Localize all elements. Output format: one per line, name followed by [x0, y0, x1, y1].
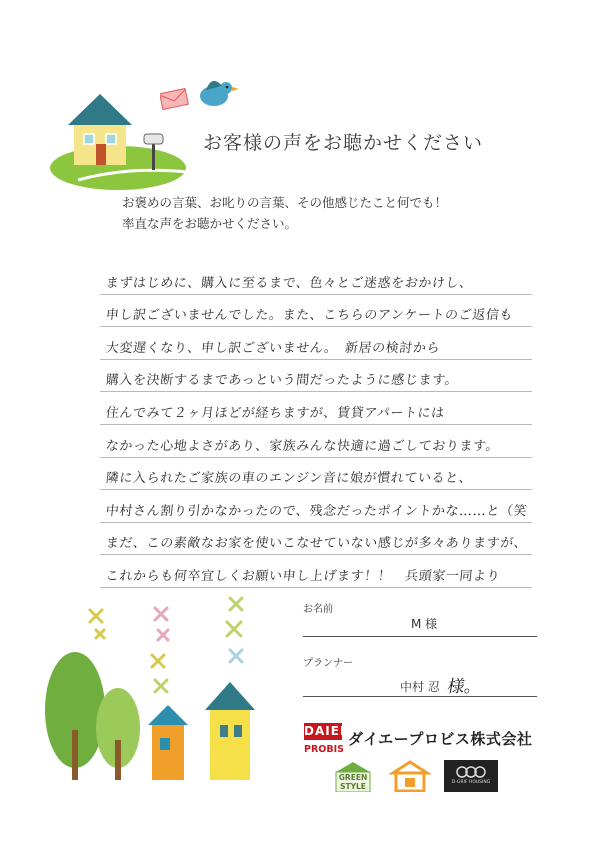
message-line: まずはじめに、購入に至るまで、色々とご迷惑をおかけし、	[105, 275, 474, 291]
house-teal-roof	[205, 682, 255, 710]
name-underline	[303, 636, 537, 637]
house-roof	[68, 94, 132, 125]
house-door	[96, 144, 106, 165]
message-row	[100, 295, 532, 328]
planner-underline	[303, 696, 537, 697]
message-row	[100, 490, 532, 523]
company-logo	[304, 723, 346, 759]
page-title: お客様の声をお聴かせください	[203, 132, 484, 154]
company-name: ダイエープロビス株式会社	[348, 730, 533, 748]
dgrif-mark-icon	[444, 762, 498, 782]
name-label: お名前	[303, 604, 333, 615]
brand-green-line2: STYLE	[340, 782, 366, 791]
message-line: まだ、この素敵なお家を使いこなせていない感じが多々ありますが、	[105, 536, 529, 552]
message-line: 中村さん割り引かなかったので、残念だったポイントかな……と（笑	[105, 503, 528, 519]
message-row	[100, 262, 532, 295]
planner-value: 中村 忍	[400, 680, 440, 694]
house-blue-roof	[148, 705, 188, 725]
message-line: 大変遅くなり、申し訳ございません。 新居の検討から	[105, 340, 441, 356]
logo-top-text: DAIEI	[304, 724, 346, 738]
sparkle-flowers	[90, 598, 242, 692]
house-yellow	[210, 710, 250, 780]
orange-house-icon	[389, 760, 431, 792]
mailbox	[144, 134, 163, 144]
message-row	[100, 425, 532, 458]
mailbox-post	[152, 142, 155, 170]
logo-bottom-text: PROBIS	[304, 744, 344, 755]
trees-houses-illustration	[40, 590, 280, 820]
message-row	[100, 555, 532, 588]
subtitle-line-2: 率直な声をお聴かせください。	[122, 216, 298, 231]
brand-dgrif-text: D-GRIF HOUSING	[451, 780, 491, 785]
brand-green-style	[332, 760, 374, 792]
message-row	[100, 360, 532, 393]
brand-green-line1: GREEN	[338, 773, 368, 782]
message-row	[100, 458, 532, 491]
bird-icon	[192, 72, 242, 112]
planner-signature: 様。	[445, 677, 484, 697]
name-value: M 様	[411, 617, 438, 631]
subtitle-line-1: お褒めの言葉、お叱りの言葉、その他感じたこと何でも！	[122, 195, 448, 210]
message-area	[100, 262, 532, 588]
brand-house-mark	[389, 760, 431, 792]
message-line: なかった心地よさがあり、家族みんな快適に過ごしております。	[105, 438, 500, 454]
brand-dgrif	[444, 760, 498, 792]
message-line: 申し訳ございませんでした。また、こちらのアンケートのご返信も	[105, 308, 514, 324]
message-line: 隣に入られたご家族の車のエンジン音に娘が慣れていると、	[105, 471, 474, 487]
planner-label: プランナー	[303, 658, 353, 669]
message-line: これからも何卒宜しくお願い申し上げます！！ 兵頭家一同より	[105, 568, 501, 584]
message-row	[100, 327, 532, 360]
message-row	[100, 523, 532, 556]
message-row	[100, 392, 532, 425]
house-orange	[152, 725, 184, 780]
message-line: 住んでみて２ヶ月ほどが経ちますが、賃貸アパートには	[105, 405, 446, 421]
message-line: 購入を決断するまであっという間だったように感じます。	[105, 373, 460, 389]
envelope-icon	[160, 88, 192, 110]
